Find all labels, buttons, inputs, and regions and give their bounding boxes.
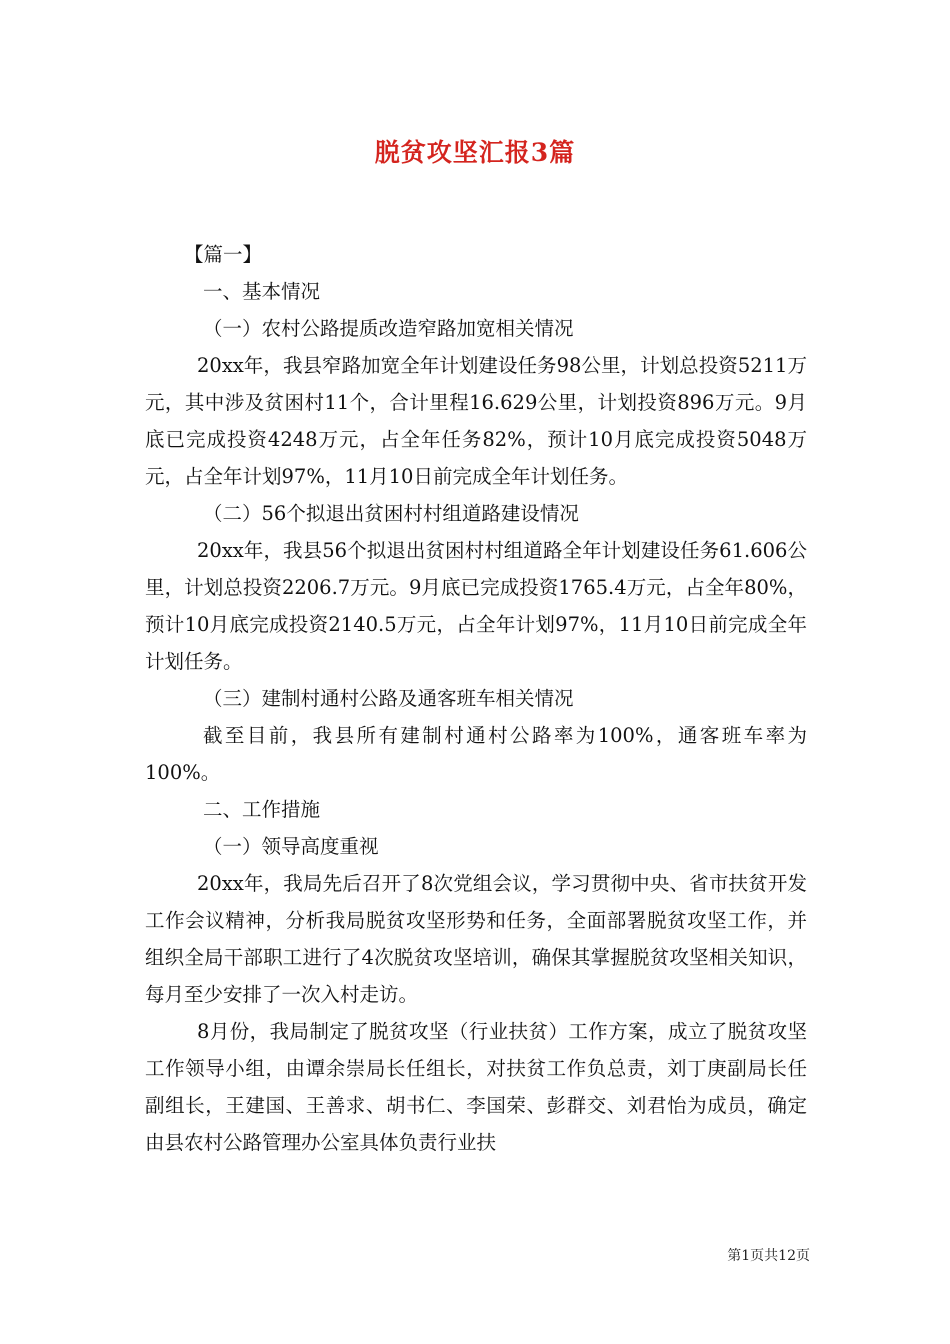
document-title: 脱贫攻坚汇报3篇 bbox=[374, 138, 576, 167]
paragraph-work-plan: 8月份，我局制定了脱贫攻坚（行业扶贫）工作方案，成立了脱贫攻坚工作领导小组，由谭余崇局长任组长，对扶贫工作负总责，刘丁庚副局长任副组长，王建国、王善求、胡书仁、李国荣、彭群交、刘君怡为成员，确定由县农村公路管理办公室具体负责行业扶 bbox=[145, 1020, 807, 1154]
heading-basic-situation: 一、基本情况 bbox=[203, 280, 321, 303]
subheading-leadership: （一）领导高度重视 bbox=[203, 835, 379, 858]
paragraph-village-roads: 20xx年，我县56个拟退出贫困村村组道路全年计划建设任务61.606公里，计划总投资2206.7万元。9月底已完成投资1765.4万元，占全年80%，预计10月底完成投资2140.5万元，占全年计划97%，11月10日前完成全年计划任务。 bbox=[145, 539, 807, 673]
heading-work-measures: 二、工作措施 bbox=[203, 798, 321, 821]
paragraph-bus-service: 截至目前，我县所有建制村通村公路率为100%，通客班车率为100%。 bbox=[145, 724, 807, 784]
subheading-road-widening: （一）农村公路提质改造窄路加宽相关情况 bbox=[203, 317, 574, 340]
page-number-footer: 第1页共12页 bbox=[727, 1248, 810, 1264]
paragraph-leadership: 20xx年，我局先后召开了8次党组会议，学习贯彻中央、省市扶贫开发工作会议精神，分析我局脱贫攻坚形势和任务，全面部署脱贫攻坚工作，并组织全局干部职工进行了4次脱贫攻坚培训，确保其掌握脱贫攻坚相关知识，每月至少安排了一次入村走访。 bbox=[145, 872, 807, 1006]
paragraph-road-widening: 20xx年，我县窄路加宽全年计划建设任务98公里，计划总投资5211万元，其中涉及贫困村11个，合计里程16.629公里，计划投资896万元。9月底已完成投资4248万元，占全年任务82%，预计10月底完成投资5048万元，占全年计划97%，11月10日前完成全年计划任务。 bbox=[145, 354, 807, 488]
document-body bbox=[145, 236, 807, 1161]
subheading-village-roads: （二）56个拟退出贫困村村组道路建设情况 bbox=[203, 502, 579, 525]
subheading-bus-service: （三）建制村通村公路及通客班车相关情况 bbox=[203, 687, 574, 710]
section-label: 【篇一】 bbox=[184, 243, 263, 266]
